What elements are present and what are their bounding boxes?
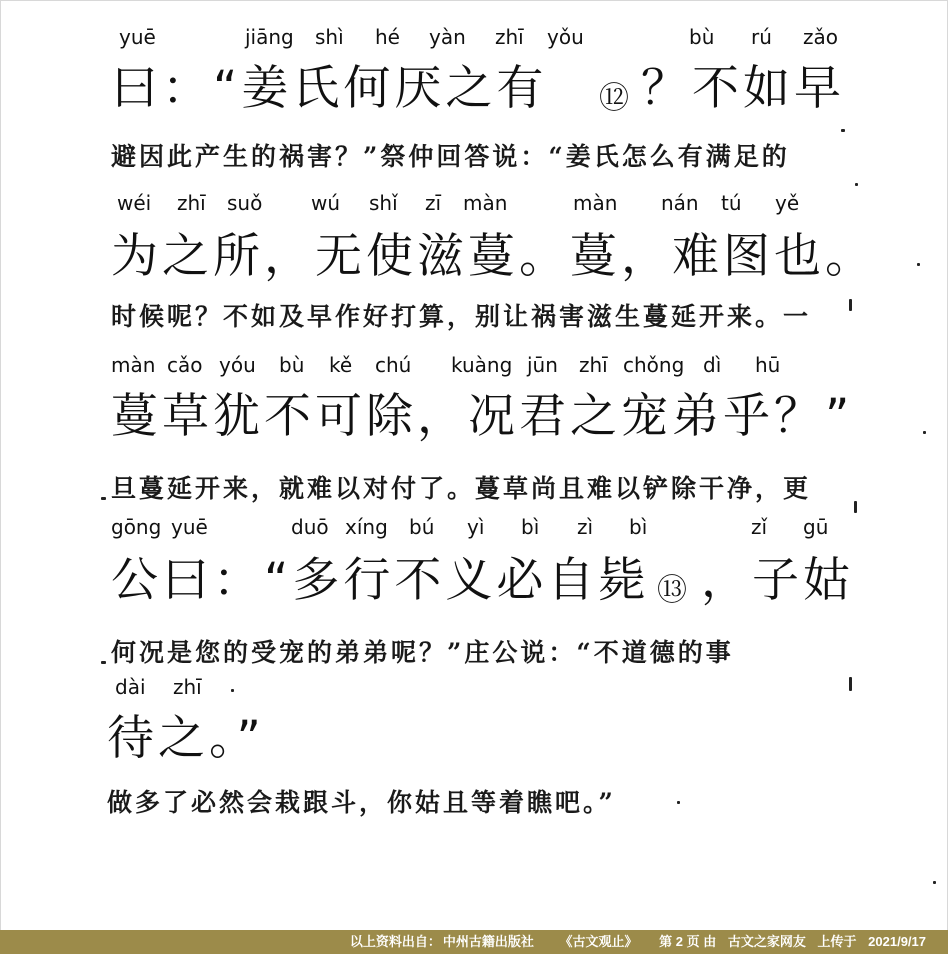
pinyin-syllable: bì bbox=[521, 515, 540, 539]
pinyin-syllable: jiāng bbox=[245, 25, 294, 49]
scan-speck bbox=[101, 497, 106, 500]
annotation-mark: ⑬ bbox=[657, 573, 687, 608]
pinyin-line bbox=[1, 25, 948, 51]
footer-page: 第 2 页 由 bbox=[659, 934, 717, 949]
classical-text: 公曰：“多行不义必自毙 bbox=[111, 553, 650, 608]
pinyin-syllable: kě bbox=[329, 353, 353, 377]
pinyin-syllable: yóu bbox=[219, 353, 256, 377]
pinyin-syllable: bù bbox=[279, 353, 305, 377]
classical-text-line bbox=[1, 229, 948, 285]
source-footer bbox=[0, 930, 948, 954]
classical-text: 曰：“姜氏何厌之有 bbox=[111, 61, 548, 116]
pinyin-syllable: yuē bbox=[171, 515, 208, 539]
pinyin-syllable: zī bbox=[425, 191, 442, 215]
pinyin-syllable: duō bbox=[291, 515, 329, 539]
pinyin-syllable: yuē bbox=[119, 25, 156, 49]
pinyin-syllable: suǒ bbox=[227, 191, 263, 215]
scan-speck bbox=[101, 661, 106, 664]
scan-speck bbox=[849, 299, 852, 311]
pinyin-syllable: chǒng bbox=[623, 353, 685, 377]
pinyin-syllable: yàn bbox=[429, 25, 466, 49]
translation-line: 何况是您的受宠的弟弟呢？”庄公说：“不道德的事 bbox=[111, 638, 734, 667]
pinyin-syllable: zhī bbox=[173, 675, 202, 699]
translation-line: 避因此产生的祸害？”祭仲回答说：“姜氏怎么有满足的 bbox=[111, 142, 790, 171]
footer-source-label: 以上资料出自： bbox=[349, 934, 441, 949]
pinyin-line bbox=[1, 353, 948, 379]
classical-text: 为之所，无使滋蔓。蔓，难图也。 bbox=[111, 229, 876, 284]
pinyin-syllable: hū bbox=[755, 353, 781, 377]
pinyin-syllable: bú bbox=[409, 515, 435, 539]
pinyin-syllable: chú bbox=[375, 353, 412, 377]
classical-text-line bbox=[1, 389, 948, 445]
pinyin-syllable: zì bbox=[577, 515, 594, 539]
pinyin-syllable: wú bbox=[311, 191, 341, 215]
pinyin-syllable: shǐ bbox=[369, 191, 398, 215]
pinyin-syllable: yě bbox=[775, 191, 800, 215]
pinyin-syllable: nán bbox=[661, 191, 699, 215]
scan-speck bbox=[923, 431, 926, 434]
pinyin-syllable: zhī bbox=[495, 25, 524, 49]
pinyin-syllable: tú bbox=[721, 191, 742, 215]
scan-speck bbox=[849, 677, 852, 691]
pinyin-syllable: zǐ bbox=[751, 515, 768, 539]
pinyin-syllable: màn bbox=[573, 191, 618, 215]
pinyin-syllable: màn bbox=[111, 353, 156, 377]
pinyin-syllable: màn bbox=[463, 191, 508, 215]
pinyin-syllable: gū bbox=[803, 515, 829, 539]
pinyin-syllable: rú bbox=[751, 25, 772, 49]
pinyin-syllable: bì bbox=[629, 515, 648, 539]
pinyin-syllable: dì bbox=[703, 353, 722, 377]
classical-text-line bbox=[1, 553, 948, 609]
pinyin-syllable: wéi bbox=[117, 191, 152, 215]
scan-speck bbox=[841, 129, 845, 132]
scan-speck bbox=[231, 689, 234, 692]
footer-uploader: 古文之家网友 bbox=[727, 934, 806, 949]
pinyin-line bbox=[1, 515, 948, 541]
pinyin-syllable: zǎo bbox=[803, 25, 838, 49]
translation-line: 做多了必然会栽跟斗，你姑且等着瞧吧。” bbox=[107, 788, 616, 817]
pinyin-syllable: kuàng bbox=[451, 353, 513, 377]
footer-publisher: 中州古籍出版社 bbox=[442, 934, 534, 949]
footer-book-title: 《古文观止》 bbox=[559, 934, 638, 949]
pinyin-syllable: cǎo bbox=[167, 353, 203, 377]
pinyin-syllable: dài bbox=[115, 675, 146, 699]
translation-line: 时候呢？不如及早作好打算，别让祸害滋生蔓延开来。一 bbox=[111, 302, 812, 331]
pinyin-syllable: yǒu bbox=[547, 25, 584, 49]
scan-speck bbox=[854, 501, 857, 513]
pinyin-syllable: zhī bbox=[177, 191, 206, 215]
pinyin-syllable: xíng bbox=[345, 515, 388, 539]
footer-uploaded-label: 上传于 bbox=[817, 934, 857, 949]
classical-text-line bbox=[1, 711, 948, 767]
classical-text: 蔓草犹不可除，况君之宠弟乎？” bbox=[111, 389, 854, 444]
pinyin-syllable: yì bbox=[467, 515, 485, 539]
classical-text: 待之。” bbox=[107, 711, 265, 766]
scan-speck bbox=[677, 801, 680, 804]
pinyin-syllable: jūn bbox=[527, 353, 558, 377]
classical-text: ？不如早 bbox=[641, 61, 845, 116]
classical-text-line bbox=[1, 61, 948, 117]
footer-date: 2021/9/17 bbox=[868, 934, 926, 949]
scan-speck bbox=[917, 263, 920, 266]
scan-speck bbox=[933, 881, 936, 884]
pinyin-syllable: hé bbox=[375, 25, 400, 49]
classical-text: ，子姑 bbox=[701, 553, 854, 608]
translation-line: 旦蔓延开来，就难以对付了。蔓草尚且难以铲除干净，更 bbox=[111, 474, 812, 503]
pinyin-syllable: zhī bbox=[579, 353, 608, 377]
pinyin-line bbox=[1, 191, 948, 217]
pinyin-syllable: shì bbox=[315, 25, 344, 49]
pinyin-syllable: bù bbox=[689, 25, 715, 49]
pinyin-line bbox=[1, 675, 948, 701]
annotation-mark: ⑫ bbox=[599, 81, 629, 116]
scan-speck bbox=[855, 183, 858, 186]
pinyin-syllable: gōng bbox=[111, 515, 162, 539]
